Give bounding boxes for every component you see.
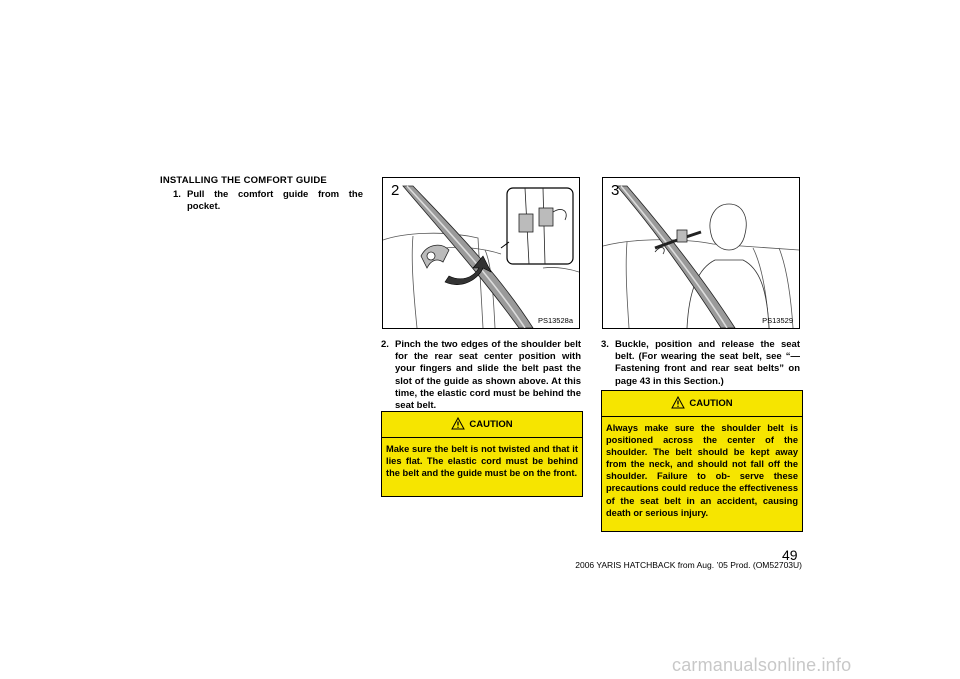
warning-triangle-icon: [451, 417, 465, 430]
figure-number: 3: [611, 182, 620, 199]
caution-text: Always make sure the shoulder belt is positioned across the center of the shoulder. The belt should be kept away from the neck, and should not fall off the shoulder. Failure to ob- serve these precautions could reduce the effectiveness of the seat belt in an accident, causing death or serious injury.: [606, 423, 798, 518]
step-number: 2.: [381, 339, 389, 350]
step-text: Pull the comfort guide from the pocket.: [187, 189, 363, 213]
caution-label: CAUTION: [689, 398, 733, 409]
figure-number: 2: [391, 182, 400, 199]
figure-3-illustration: [602, 177, 800, 329]
page-footer: 2006 YARIS HATCHBACK from Aug. ’05 Prod. (OM52703U): [575, 560, 802, 570]
step-number: 1.: [173, 189, 181, 200]
caution-header: [382, 417, 582, 433]
section-title: INSTALLING THE COMFORT GUIDE: [160, 175, 327, 186]
figure-code: PS13529: [762, 316, 793, 325]
figure-code: PS13528a: [537, 316, 573, 325]
step-number: 3.: [601, 339, 609, 350]
step-2: [381, 339, 581, 412]
caution-box-1: [381, 411, 583, 497]
watermark: carmanualsonline.info: [672, 655, 852, 675]
step-text: Buckle, position and release the seat belt. (For wearing the seat belt, see “—Fastening front and rear seat belts” on page 43 in this Section.): [615, 339, 800, 387]
step-text: Pinch the two edges of the shoulder belt for the rear seat center position with your fingers and slide the belt past the slot of the guide as shown above. At this time, the elastic cord must be behind the seat belt.: [395, 339, 581, 412]
step-1: [173, 189, 363, 213]
figure-3-drawing: [603, 178, 799, 328]
figure-2-drawing: [383, 178, 579, 328]
caution-header: [602, 396, 802, 412]
warning-triangle-icon: [671, 396, 685, 409]
caution-label: CAUTION: [469, 419, 513, 430]
figure-2-illustration: [382, 177, 580, 329]
page-number: 49: [782, 547, 798, 563]
caution-text: Make sure the belt is not twisted and that it lies flat. The elastic cord must be behind the belt and the guide must be on the front.: [386, 444, 578, 479]
step-3: [601, 339, 800, 388]
caution-box-2: [601, 390, 803, 532]
